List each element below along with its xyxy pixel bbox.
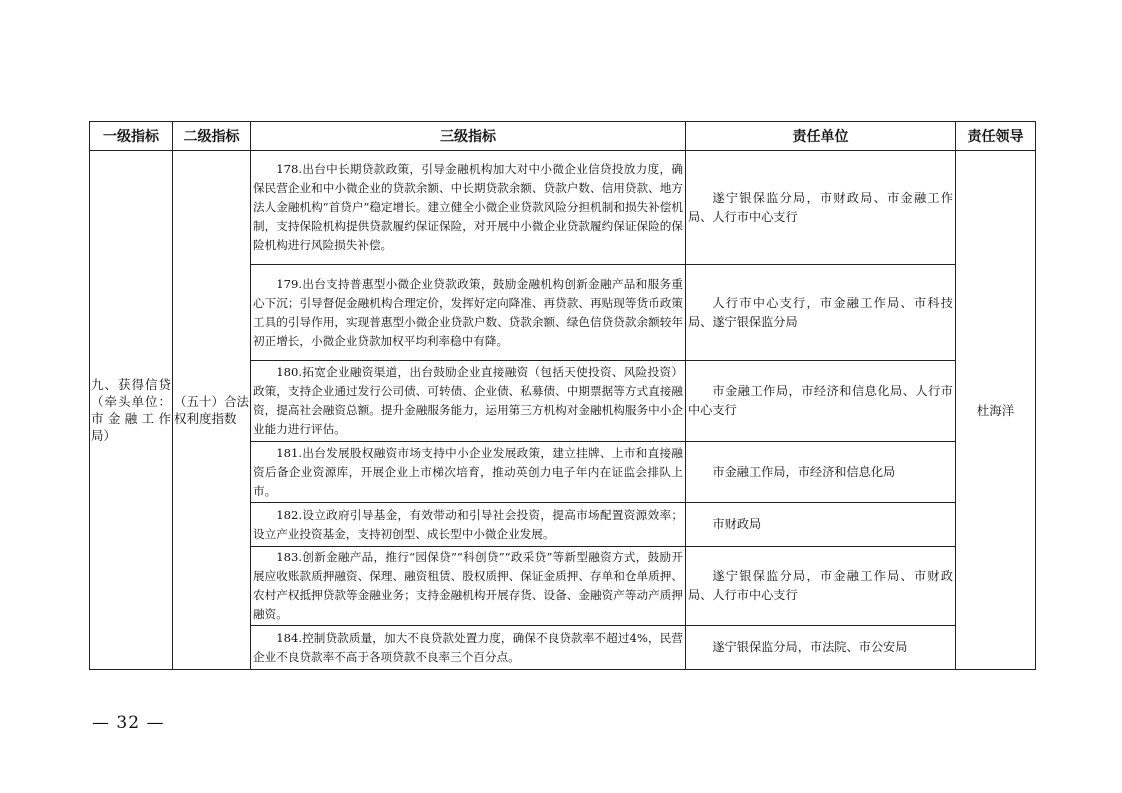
responsible-unit: 遂宁银保监分局，市财政局、市金融工作局、人行市中心支行 xyxy=(686,151,956,265)
level3-text: 178.出台中长期贷款政策，引导金融机构加大对中小微企业信贷投放力度，确保民营企业和中小微企业的贷款余额、中长期贷款余额、贷款户数、信用贷款、地方法人金融机构“首贷户”稳定增长。建立健全小微企业贷款风险分担机制和损失补偿机制，支持保险机构提供贷款履约保证保险，对开展中小微企业贷款履约保证保险的保险机构进行风险损失补偿。 xyxy=(253,162,683,252)
header-responsible-leader: 责任领导 xyxy=(956,122,1036,151)
level1-indicator: 九、获得信贷（牵头单位：市金融工作局） xyxy=(90,151,173,670)
indicator-table xyxy=(89,121,1036,670)
header-responsible-unit: 责任单位 xyxy=(686,122,956,151)
level3-text: 183.创新金融产品，推行“园保贷”“科创贷”“政采贷”等新型融资方式，鼓励开展应收账款质押融资、保理、融资租赁、股权质押、保证金质押、存单和仓单质押、农村产权抵押贷款等金融业务；支持金融机构开展存货、设备、金融资产等动产质押融资。 xyxy=(253,550,683,621)
page-number: — 32 — xyxy=(92,713,165,733)
level3-indicator xyxy=(251,361,686,442)
responsible-unit: 市金融工作局，市经济和信息化局、人行市中心支行 xyxy=(686,361,956,442)
header-level1: 一级指标 xyxy=(90,122,173,151)
level3-text: 181.出台发展股权融资市场支持中小企业发展政策，建立挂牌、上市和直接融资后备企业资源库，开展企业上市梯次培育，推动英创力电子年内在证监会排队上市。 xyxy=(253,445,683,498)
level3-text: 180.拓宽企业融资渠道，出台鼓励企业直接融资（包括天使投资、风险投资）政策，支持企业通过发行公司债、可转债、企业债、私募债、中期票据等方式直接融资，提高社会融资总额。提升金融服务能力，运用第三方机构对金融机构服务中小企业能力进行评估。 xyxy=(253,365,683,436)
table-row xyxy=(90,151,1036,265)
responsible-unit: 市金融工作局，市经济和信息化局 xyxy=(686,442,956,503)
level3-text: 179.出台支持普惠型小微企业贷款政策，鼓励金融机构创新金融产品和服务重心下沉；引导督促金融机构合理定价，发挥好定向降准、再贷款、再贴现等货币政策工具的引导作用，实现普惠型小微企业贷款户数、贷款余额、绿色信贷贷款余额较年初正增长，小微企业贷款加权平均利率稳中有降。 xyxy=(253,276,683,348)
responsible-unit: 人行市中心支行，市金融工作局、市科技局、遂宁银保监分局 xyxy=(686,265,956,361)
responsible-unit: 遂宁银保监分局，市法院、市公安局 xyxy=(686,626,956,670)
level3-text: 184.控制贷款质量，加大不良贷款处置力度，确保不良贷款率不超过4%，民营企业不良贷款率不高于各项贷款不良率三个百分点。 xyxy=(253,630,683,664)
level2-indicator: （五十）合法权利度指数 xyxy=(173,151,251,670)
header-level2: 二级指标 xyxy=(173,122,251,151)
level3-indicator xyxy=(251,151,686,265)
responsible-leader: 杜海洋 xyxy=(956,151,1036,670)
responsible-unit: 市财政局 xyxy=(686,503,956,547)
level3-indicator xyxy=(251,503,686,547)
level3-indicator xyxy=(251,442,686,503)
responsible-unit: 遂宁银保监分局，市金融工作局、市财政局、人行市中心支行 xyxy=(686,547,956,626)
header-row xyxy=(90,122,1036,151)
header-level3: 三级指标 xyxy=(251,122,686,151)
level3-indicator xyxy=(251,547,686,626)
level3-indicator xyxy=(251,626,686,670)
level3-text: 182.设立政府引导基金，有效带动和引导社会投资，提高市场配置资源效率；设立产业投资基金，支持初创型、成长型中小微企业发展。 xyxy=(253,507,683,541)
level3-indicator xyxy=(251,265,686,361)
